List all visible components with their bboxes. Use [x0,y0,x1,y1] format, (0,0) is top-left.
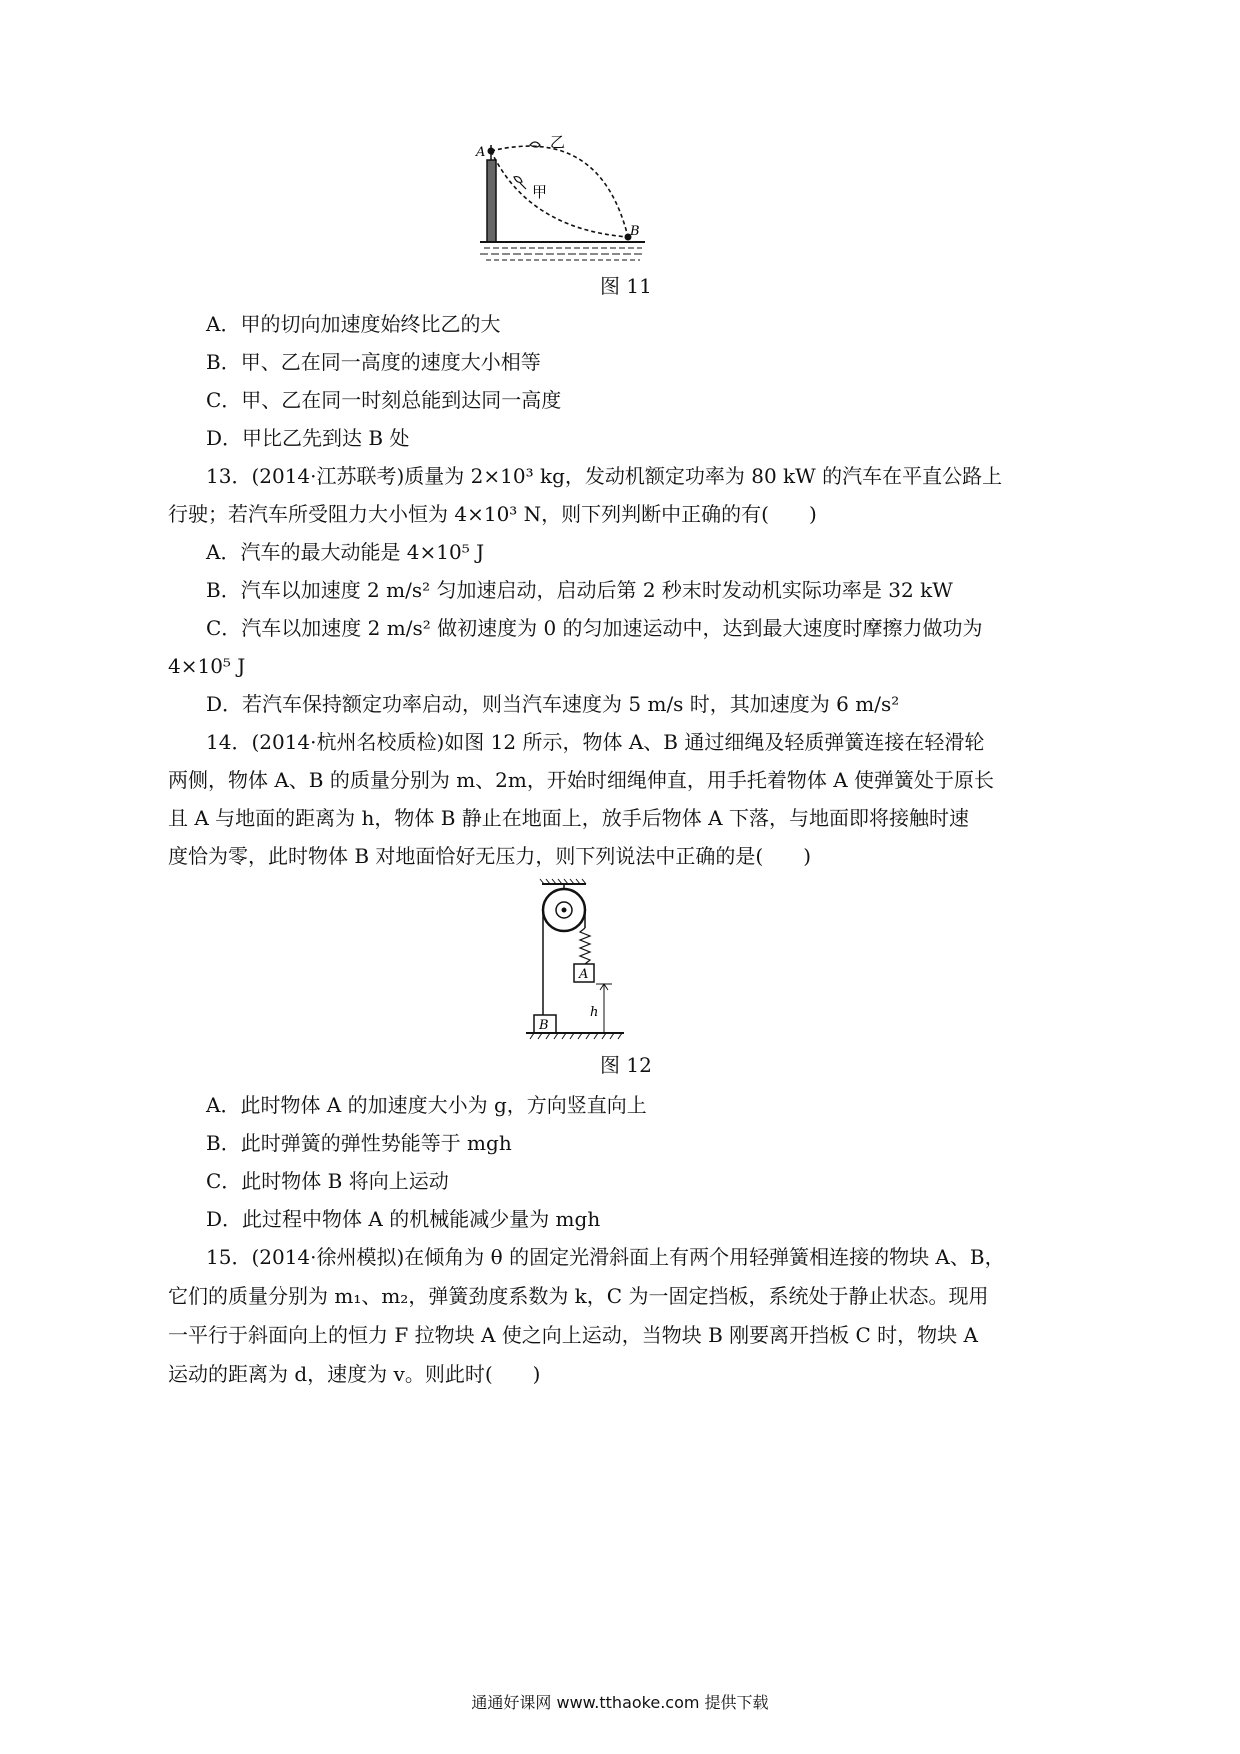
q14-option-c: C．此时物体 B 将向上运动 [206,1169,449,1193]
fig11-label-yi: 乙 [550,133,566,151]
figure-12 [520,878,630,1048]
q12-option-a: A．甲的切向加速度始终比乙的大 [206,312,501,336]
q13-option-c-cont: 4×10⁵ J [168,654,246,678]
fig12-label-h: h [590,1005,599,1020]
page-footer: 通通好课网 www.tthaoke.com 提供下载 [471,1693,769,1712]
q14-option-d: D．此过程中物体 A 的机械能减少量为 mgh [206,1207,601,1231]
figure-11 [470,125,690,270]
q14-option-b: B．此时弹簧的弹性势能等于 mgh [206,1131,512,1155]
q13-stem-line2: 行驶；若汽车所受阻力大小恒为 4×10³ N，则下列判断中正确的有( ) [168,502,817,526]
fig12-label-b: B [539,1018,549,1033]
q12-option-c: C．甲、乙在同一时刻总能到达同一高度 [206,388,562,412]
q12-option-b: B．甲、乙在同一高度的速度大小相等 [206,350,541,374]
q15-stem-line2: 它们的质量分别为 m₁、m₂，弹簧劲度系数为 k，C 为一固定挡板，系统处于静止状态。现用 [168,1284,989,1308]
fig11-label-a: A [476,145,486,160]
q13-option-c: C．汽车以加速度 2 m/s² 做初速度为 0 的匀加速运动中，达到最大速度时摩擦力做功为 [206,616,983,640]
q14-stem-line2: 两侧，物体 A、B 的质量分别为 m、2m，开始时细绳伸直，用手托着物体 A 使弹簧处于原长 [168,768,995,792]
q14-stem-line1: 14．(2014·杭州名校质检)如图 12 所示，物体 A、B 通过细绳及轻质弹簧连接在轻滑轮 [206,730,985,754]
fig11-label-b: B [630,224,640,239]
q14-stem-line3: 且 A 与地面的距离为 h，物体 B 静止在地面上，放手后物体 A 下落，与地面即将接触时速 [168,806,969,830]
fig11-label-jia: 甲 [532,183,548,201]
q14-option-a: A．此时物体 A 的加速度大小为 g，方向竖直向上 [206,1093,647,1117]
fig12-label-a: A [579,967,589,982]
q13-option-b: B．汽车以加速度 2 m/s² 匀加速启动，启动后第 2 秒末时发动机实际功率是 32 kW [206,578,953,602]
q13-stem-line1: 13．(2014·江苏联考)质量为 2×10³ kg，发动机额定功率为 80 kW 的汽车在平直公路上 [206,464,1003,488]
q12-option-d: D．甲比乙先到达 B 处 [206,426,410,450]
q14-stem-line4: 度恰为零，此时物体 B 对地面恰好无压力，则下列说法中正确的是( ) [168,844,812,868]
q15-stem-line3: 一平行于斜面向上的恒力 F 拉物块 A 使之向上运动，当物块 B 刚要离开挡板 C 时，物块 A [168,1323,978,1347]
q13-option-d: D．若汽车保持额定功率启动，则当汽车速度为 5 m/s 时，其加速度为 6 m/s² [206,692,900,716]
fig12-caption: 图 12 [600,1053,652,1077]
q13-option-a: A．汽车的最大动能是 4×10⁵ J [206,540,485,564]
q15-stem-line4: 运动的距离为 d，速度为 v。则此时( ) [168,1362,541,1386]
q15-stem-line1: 15．(2014·徐州模拟)在倾角为 θ 的固定光滑斜面上有两个用轻弹簧相连接的物块 A、B， [206,1245,1005,1269]
fig11-caption: 图 11 [600,274,652,298]
